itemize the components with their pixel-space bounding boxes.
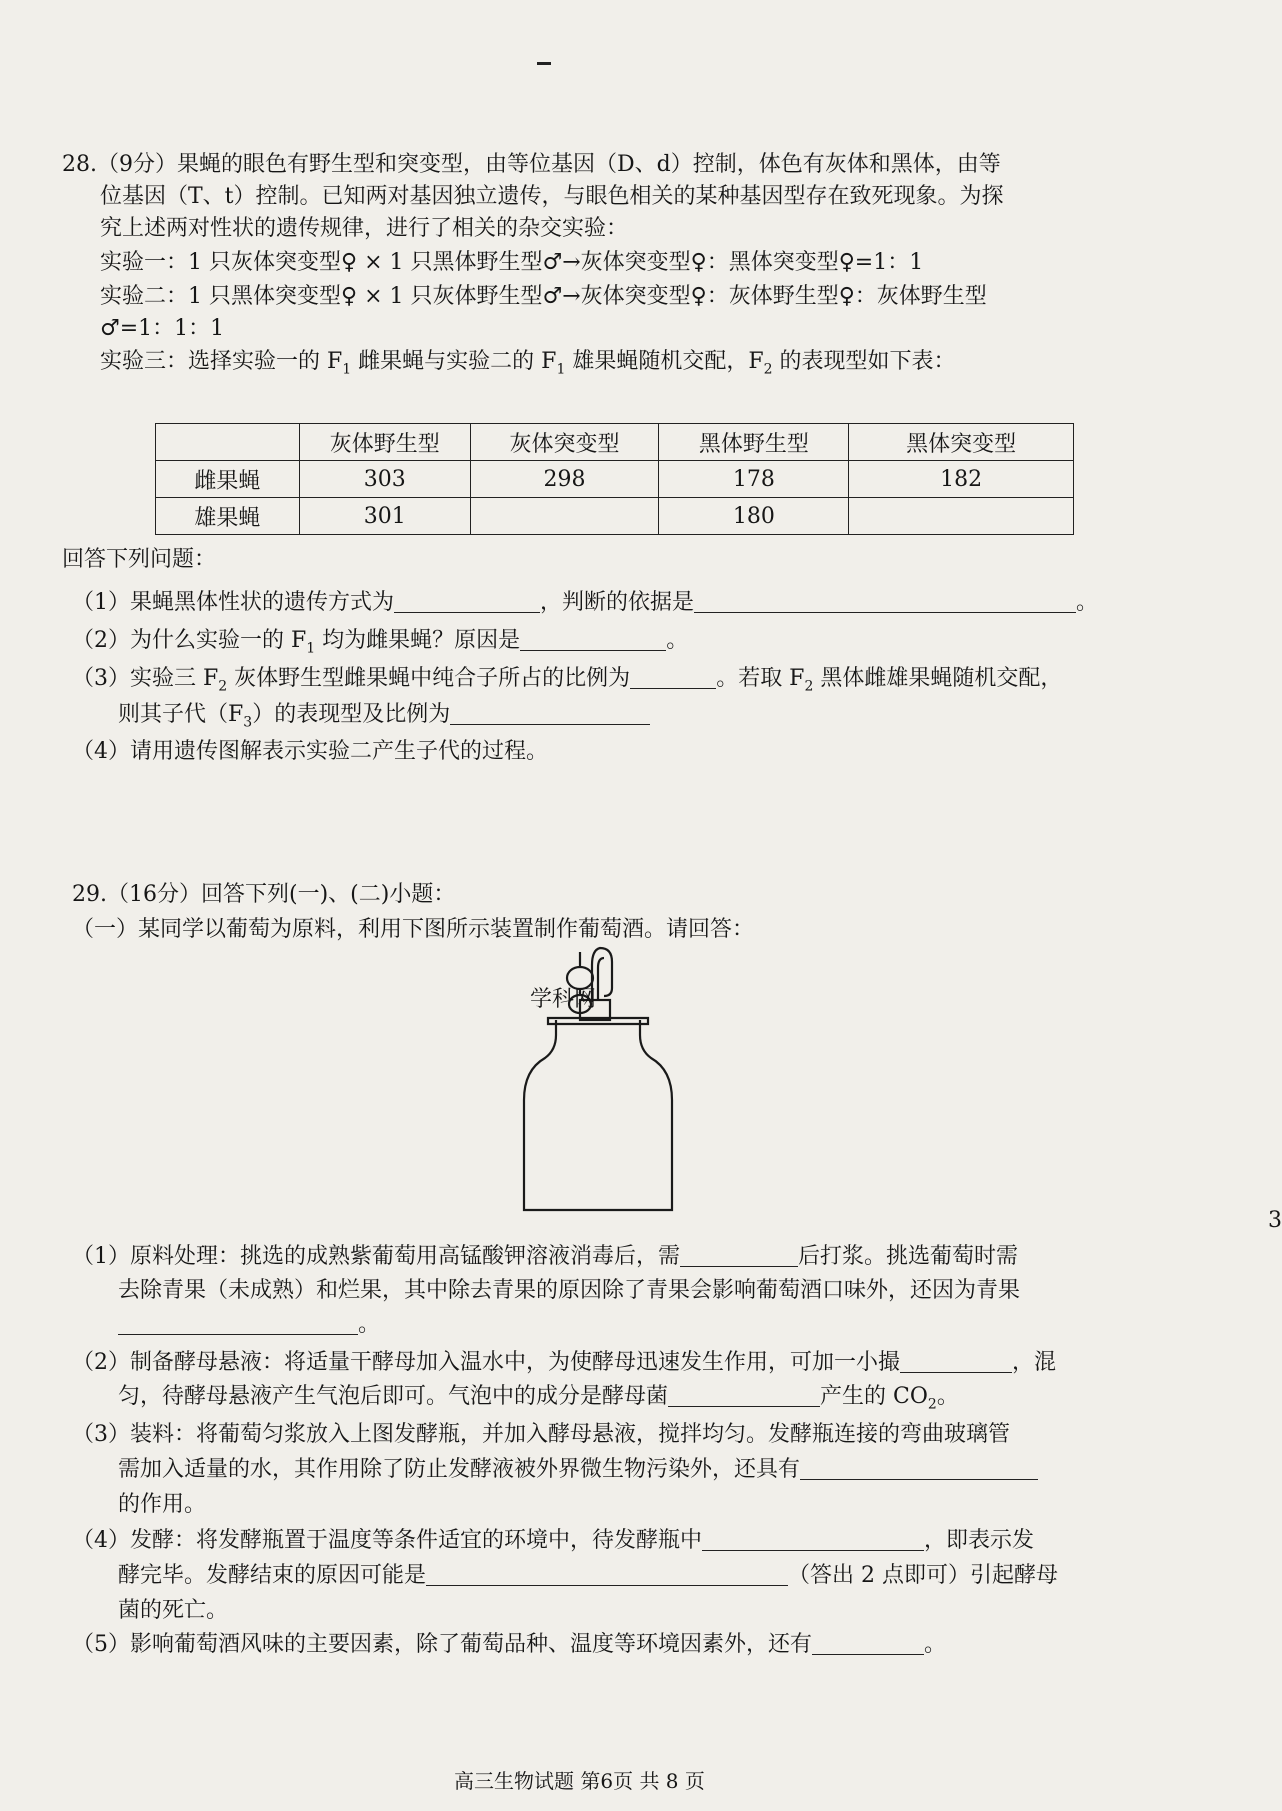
q28-line-1: 28.（9分）果蝇的眼色有野生型和突变型，由等位基因（D、d）控制，体色有灰体和黑体，由等 — [62, 152, 1001, 177]
q28-line-3: 究上述两对性状的遗传规律，进行了相关的杂交实验： — [100, 216, 629, 241]
q29-part-3-cont: 需加入适量的水，其作用除了防止发酵液被外界微生物污染外，还具有 — [118, 1455, 1038, 1485]
answer-blank[interactable] — [694, 590, 1076, 613]
q29-part-3-end: 的作用。 — [118, 1492, 207, 1517]
table-cell — [849, 498, 1074, 535]
q28-results-table — [155, 423, 1074, 535]
table-cell: 303 — [299, 461, 470, 498]
q28-experiment-2-cont: ♂=1：1：1 — [100, 316, 225, 341]
answer-blank[interactable] — [702, 1528, 924, 1551]
q29-part-4: （4）发酵：将发酵瓶置于温度等条件适宜的环境中，待发酵瓶中 ，即表示发 — [72, 1528, 1035, 1553]
answer-blank[interactable] — [426, 1563, 788, 1586]
table-header-cell: 灰体突变型 — [470, 424, 659, 461]
table-cell: 180 — [659, 498, 849, 535]
q29-title: 29.（16分）回答下列(一)、(二)小题： — [72, 882, 456, 907]
q28-answer-intro: 回答下列问题： — [62, 547, 217, 572]
q29-part-2: （2）制备酵母悬液：将适量干酵母加入温水中，为使酵母迅速发生作用，可加一小撮 ，混 — [72, 1350, 1057, 1375]
q29-part-4-cont: 酵完毕。发酵结束的原因可能是 （答出 2 点即可）引起酵母 — [118, 1563, 1058, 1588]
q28-experiment-1: 实验一：1 只灰体突变型♀ × 1 只黑体野生型♂→灰体突变型♀：黑体突变型♀=1：1 — [100, 250, 924, 275]
table-cell: 178 — [659, 461, 849, 498]
q29-part-1-cont: 去除青果（未成熟）和烂果，其中除去青果的原因除了青果会影响葡萄酒口味外，还因为青果 — [118, 1278, 1021, 1303]
answer-blank[interactable] — [900, 1350, 1012, 1373]
answer-blank[interactable] — [450, 702, 650, 725]
table-header-cell: 灰体野生型 — [299, 424, 470, 461]
table-header-cell — [156, 424, 300, 461]
answer-blank[interactable] — [630, 666, 716, 689]
q28-part-3-cont: 则其子代$(F_3)$的表现型及比例为 — [118, 700, 650, 730]
table-cell — [470, 498, 659, 535]
page-footer: 高三生物试题 第6页 共 8 页 — [454, 1769, 705, 1793]
q28-part-4: （4）请用遗传图解表示实验二产生子代的过程。 — [72, 739, 548, 764]
q29-part-4-end: 菌的死亡。 — [118, 1598, 229, 1623]
q28-part-3: （3）实验三 $F_2$ 灰体野生型雌果蝇中纯合子所占的比例为 。若取 $F_2$ 黑体雌雄果蝇随机交配， — [72, 666, 1063, 695]
q28-experiment-3: 实验三：选择实验一的 $F_1$ 雌果蝇与实验二的 $F_1$ 雄果蝇随机交配，$F_2$ 的表现型如下表： — [100, 349, 956, 378]
q29-part-5: （5）影响葡萄酒风味的主要因素，除了葡萄品种、温度等环境因素外，还有 。 — [72, 1632, 947, 1657]
answer-blank[interactable] — [394, 590, 540, 613]
table-cell: 301 — [299, 498, 470, 535]
table-cell: 182 — [849, 461, 1074, 498]
answer-blank[interactable] — [520, 628, 666, 651]
table-header-row — [156, 424, 1074, 461]
table-cell: 雄果蝇 — [156, 498, 300, 535]
answer-blank[interactable] — [812, 1632, 924, 1655]
table-header-cell: 黑体野生型 — [659, 424, 849, 461]
table-header-cell: 黑体突变型 — [849, 424, 1074, 461]
table-row — [156, 461, 1074, 498]
table-cell: 雌果蝇 — [156, 461, 300, 498]
answer-blank[interactable] — [668, 1384, 820, 1407]
q29-part-1: （1）原料处理：挑选的成熟紫葡萄用高锰酸钾溶液消毒后，需 后打浆。挑选葡萄时需 — [72, 1244, 1019, 1269]
table-cell: 298 — [470, 461, 659, 498]
answer-blank[interactable] — [680, 1244, 798, 1267]
figure-watermark-label: 学科网 — [530, 987, 597, 1012]
q29-part-1-end: 。 — [118, 1310, 380, 1340]
page-edge-mark: 3 — [1268, 1208, 1282, 1233]
q28-experiment-2: 实验二：1 只黑体突变型♀ × 1 只灰体野生型♂→灰体突变型♀：灰体野生型♀：灰体野生型 — [100, 284, 987, 309]
q29-part-3: （3）装料：将葡萄匀浆放入上图发酵瓶，并加入酵母悬液，搅拌均匀。发酵瓶连接的弯曲玻璃管 — [72, 1422, 1011, 1447]
q28-part-2: （2）为什么实验一的 $F_1$ 均为雌果蝇？原因是 。 — [72, 628, 689, 657]
answer-blank[interactable] — [118, 1312, 358, 1335]
q28-line-2: 位基因（T、t）控制。已知两对基因独立遗传，与眼色相关的某种基因型存在致死现象。为探 — [100, 184, 1004, 209]
top-dash-mark — [537, 62, 551, 65]
q29-part-2-cont: 匀，待酵母悬液产生气泡后即可。气泡中的成分是酵母菌 产生的 $CO_2$。 — [118, 1384, 959, 1413]
table-row — [156, 498, 1074, 535]
answer-blank[interactable] — [800, 1457, 1038, 1480]
q29-intro: （一）某同学以葡萄为原料，利用下图所示装置制作葡萄酒。请回答： — [72, 917, 755, 942]
q28-part-1: （1）果蝇黑体性状的遗传方式为 ，判断的依据是 。 — [72, 590, 1099, 615]
